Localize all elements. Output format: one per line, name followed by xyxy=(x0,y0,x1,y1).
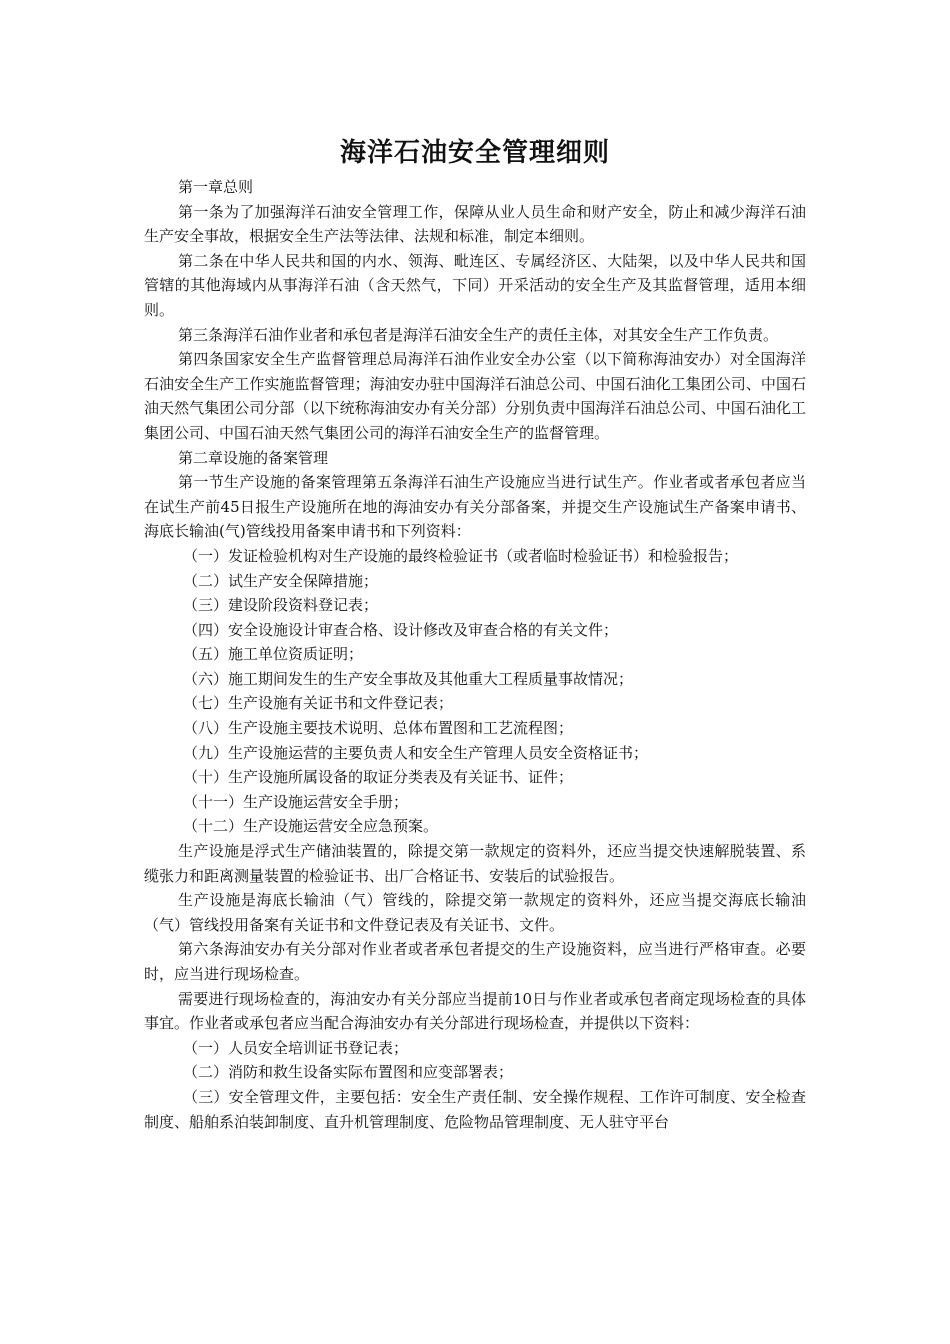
document-paragraph: 第三条海洋石油作业者和承包者是海洋石油安全生产的责任主体，对其安全生产工作负责。 xyxy=(178,325,779,344)
list-item: （九）生产设施运营的主要负责人和安全生产管理人员安全资格证书； xyxy=(183,743,649,762)
list-item: （七）生产设施有关证书和文件登记表； xyxy=(183,694,454,713)
list-item: （五）施工单位资质证明； xyxy=(183,645,364,664)
list-item: （一）人员安全培训证书登记表； xyxy=(183,1038,409,1057)
document-body xyxy=(144,175,806,1134)
document-paragraph: 需要进行现场检查的，海油安办有关分部应当提前10日与作业者或承包者商定现场检查的具体事宜。作业者或承包者应当配合海油安办有关分部进行现场检查，并提供以下资料： xyxy=(144,989,806,1033)
list-item: （八）生产设施主要技术说明、总体布置图和工艺流程图； xyxy=(183,719,574,738)
document-paragraph: 第二章设施的备案管理 xyxy=(178,448,329,467)
document-title: 海洋石油安全管理细则 xyxy=(339,138,610,168)
document-paragraph: 生产设施是海底长输油（气）管线的，除提交第一款规定的资料外，还应当提交海底长输油（气）管线投用备案有关证书和文件登记表及有关证书、文件。 xyxy=(144,891,806,934)
list-item: （二）消防和救生设备实际布置图和应变部署表； xyxy=(183,1063,514,1082)
document-paragraph: 第二条在中华人民共和国的内水、领海、毗连区、专属经济区、大陆架，以及中华人民共和国管辖的其他海域内从事海洋石油（含天然气，下同）开采活动的安全生产及其监督管理，适用本细则。 xyxy=(144,251,806,319)
document-paragraph: 第一条为了加强海洋石油安全管理工作，保障从业人员生命和财产安全，防止和减少海洋石油生产安全事故，根据安全生产法等法律、法规和标准，制定本细则。 xyxy=(144,202,806,246)
list-item: （六）施工期间发生的生产安全事故及其他重大工程质量事故情况； xyxy=(183,669,634,688)
list-item: （四）安全设施设计审查合格、设计修改及审查合格的有关文件； xyxy=(183,620,619,639)
document-paragraph: 第一章总则 xyxy=(178,178,254,196)
list-item: （十二）生产设施运营安全应急预案。 xyxy=(183,817,439,836)
list-item: （十）生产设施所属设备的取证分类表及有关证书、证件； xyxy=(183,768,574,787)
document-paragraph: 第一节生产设施的备案管理第五条海洋石油生产设施应当进行试生产。作业者或者承包者应当在试生产前45日报生产设施所在地的海油安办有关分部备案，并提交生产设施试生产备案申请书、海底长输油(气)管线投用备案申请书和下列资料： xyxy=(144,473,806,541)
document-paragraph: 第四条国家安全生产监督管理总局海洋石油作业安全办公室（以下简称海油安办）对全国海洋石油安全生产工作实施监督管理；海油安办驻中国海洋石油总公司、中国石油化工集团公司、中国石油天然气集团公司分部（以下统称海油安办有关分部）分别负责中国海洋石油总公司、中国石油化工集团公司、中国石油天然气集团公司的海洋石油安全生产的监督管理。 xyxy=(144,350,806,442)
list-item: （三）安全管理文件，主要包括：安全生产责任制、安全操作规程、工作许可制度、安全检查制度、船舶系泊装卸制度、直升机管理制度、危险物品管理制度、无人驻守平台 xyxy=(144,1087,806,1131)
list-item: （一）发证检验机构对生产设施的最终检验证书（或者临时检验证书）和检验报告； xyxy=(183,546,739,565)
list-item: （三）建设阶段资料登记表； xyxy=(183,596,379,615)
document-paragraph: 第六条海油安办有关分部对作业者或者承包者提交的生产设施资料，应当进行严格审查。必要时，应当进行现场检查。 xyxy=(144,940,806,983)
list-item: （二）试生产安全保障措施； xyxy=(183,571,379,590)
document-paragraph: 生产设施是浮式生产储油装置的，除提交第一款规定的资料外，还应当提交快速解脱装置、系缆张力和距离测量装置的检验证书、出厂合格证书、安装后的试验报告。 xyxy=(144,842,806,885)
list-item: （十一）生产设施运营安全手册； xyxy=(183,792,409,811)
